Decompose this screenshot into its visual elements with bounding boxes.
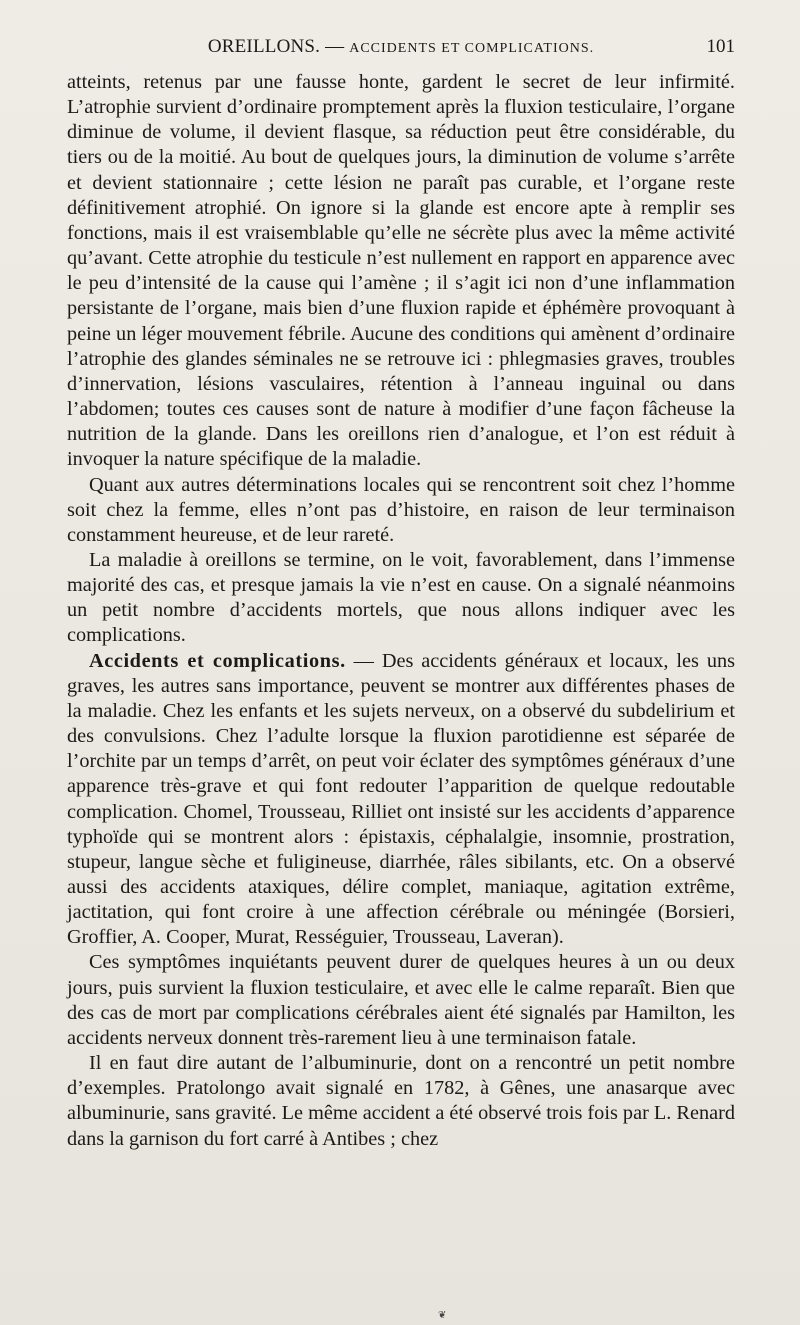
running-title bbox=[67, 36, 735, 58]
section-text: — Des accidents généraux et locaux, les uns graves, les autres sans importance, peuvent se montrer aux différentes phases de la maladie. Chez les enfants et les sujets nerveux, on a observé du subdelirium et des convulsions. Chez l’adulte lorsque la fluxion parotidienne est séparée de l’orchite par un temps d’arrêt, on peut voir éclater des symptômes généraux d’une apparence très-grave et qui font redouter l’apparition de quelque redoutable complication. Chomel, Trousseau, Rilliet ont insisté sur les accidents d’apparence typhoïde qui se montrent alors : épistaxis, céphalalgie, insomnie, prostration, stupeur, langue sèche et fuligineuse, diarrhée, râles sibilants, etc. On a observé aussi des accidents ataxiques, délire complet, maniaque, agitation extrême, jactitation, qui font croire à une affection cérébrale ou méningée (Borsieri, Groffier, A. Cooper, Murat, Rességuier, Trousseau, Laveran). bbox=[67, 649, 735, 949]
section-heading: Accidents et complications. bbox=[89, 649, 346, 672]
section-paragraph bbox=[67, 649, 735, 951]
printer-mark: ❦ bbox=[438, 1310, 447, 1321]
running-title-section: ACCIDENTS ET COMPLICATIONS. bbox=[349, 41, 595, 56]
running-title-main: OREILLONS. — bbox=[207, 36, 350, 57]
page-number: 101 bbox=[706, 36, 735, 57]
running-head bbox=[67, 36, 735, 62]
body-text bbox=[67, 70, 735, 1152]
paragraph: Ces symptômes inquiétants peuvent durer de quelques heures à un ou deux jours, puis survient la fluxion testiculaire, et avec elle le calme reparaît. Bien que des cas de mort par complications cérébrales aient été signalés par Hamilton, les accidents nerveux donnent très-rarement lieu à une terminaison fatale. bbox=[67, 951, 735, 1049]
paragraph: Il en faut dire autant de l’albuminurie, dont on a rencontré un petit nombre d’exemples. Pratolongo avait signalé en 1782, à Gênes, une anasarque avec albuminurie, sans gravité. Le même accident a été observé trois fois par L. Renard dans la garnison du fort carré à Antibes ; chez bbox=[67, 1052, 735, 1150]
paragraph-continued: atteints, retenus par une fausse honte, gardent le secret de leur infirmité. L’atrophie survient d’ordinaire promptement après la fluxion testiculaire, l’organe diminue de volume, il devient flasque, sa réduction peut être considérable, du tiers ou de la moitié. Au bout de quelques jours, la diminution de volume s’arrête et devient stationnaire ; cette lésion ne paraît pas curable, et l’organe reste définitivement atrophié. On ignore si la glande est encore apte à remplir ses fonctions, mais il est vraisemblable qu’elle ne sécrète plus avec la même activité qu’avant. Cette atrophie du testicule n’est nullement en rapport en apparence avec le peu d’intensité de la cause qui l’amène ; il s’agit ici non d’une inflammation persistante de l’organe, mais bien d’une fluxion rapide et éphémère provoquant à peine un léger mouvement fébrile. Aucune des conditions qui amènent d’ordinaire l’atrophie des glandes séminales ne se retrouve ici : phlegmasies graves, troubles d’innervation, lésions vasculaires, rétention à l’anneau inguinal ou dans l’abdomen; toutes ces causes sont de nature à modifier d’une façon fâcheuse la nutrition de la glande. Dans les oreillons rien d’analogue, et l’on est réduit à invoquer la nature spécifique de la maladie. bbox=[67, 71, 735, 471]
paragraph: La maladie à oreillons se termine, on le voit, favorablement, dans l’immense majorité des cas, et presque jamais la vie n’est en cause. On a signalé néanmoins un petit nombre d’accidents mortels, que nous allons indiquer avec les complications. bbox=[67, 548, 735, 647]
paragraph: Quant aux autres déterminations locales qui se rencontrent soit chez l’homme soit chez la femme, elles n’ont pas d’histoire, en raison de leur terminaison constamment heureuse, et de leur rareté. bbox=[67, 473, 735, 546]
